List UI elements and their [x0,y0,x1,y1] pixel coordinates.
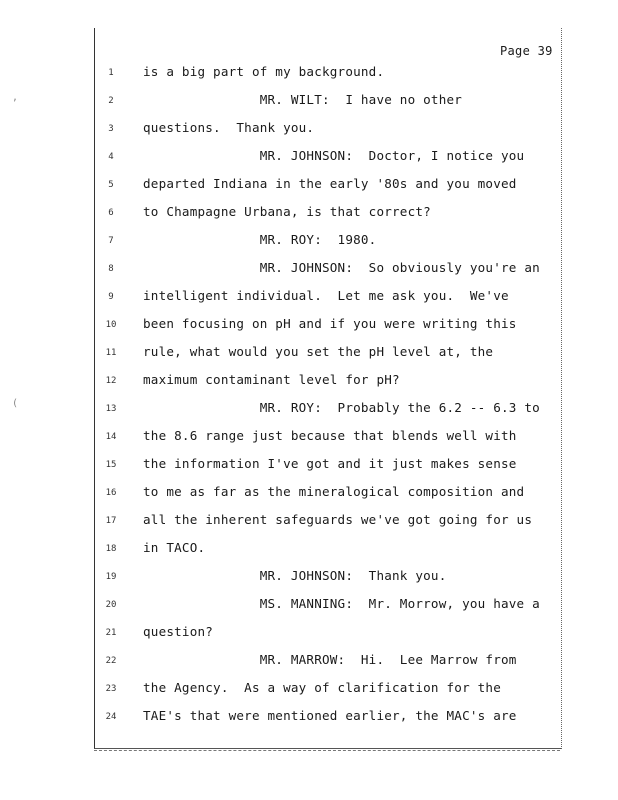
line-number: 21 [105,628,117,638]
line-number: 4 [108,152,114,162]
transcript-line: to me as far as the mineralogical composition and [143,484,525,499]
line-number: 14 [105,432,117,442]
line-number: 15 [105,460,117,470]
transcript-line: to Champagne Urbana, is that correct? [143,204,431,219]
transcript-line: MR. WILT: I have no other [143,92,463,107]
line-number: 20 [105,600,117,610]
line-number: 9 [108,292,114,302]
page-number: Page 39 [500,44,553,58]
transcript-line: all the inherent safeguards we've got going for us [143,512,533,527]
transcript-line: is a big part of my background. [143,64,385,79]
transcript-line: MR. MARROW: Hi. Lee Marrow from [143,652,517,667]
line-number: 11 [105,348,117,358]
transcript-line: question? [143,624,214,639]
line-number: 5 [108,180,114,190]
transcript-line: the 8.6 range just because that blends well with [143,428,517,443]
transcript-line: intelligent individual. Let me ask you. We've [143,288,509,303]
line-number: 7 [108,236,114,246]
transcript-page-frame [94,28,562,749]
line-number: 22 [105,656,117,666]
transcript-line: questions. Thank you. [143,120,315,135]
transcript-line: MR. JOHNSON: Thank you. [143,568,447,583]
margin-mark: , [12,92,19,103]
line-number: 2 [108,96,114,106]
line-number: 23 [105,684,117,694]
line-number: 18 [105,544,117,554]
transcript-line: MR. JOHNSON: So obviously you're an [143,260,540,275]
line-number: 17 [105,516,117,526]
transcript-line: MS. MANNING: Mr. Morrow, you have a [143,596,540,611]
transcript-line: departed Indiana in the early '80s and you moved [143,176,517,191]
line-number: 3 [108,124,114,134]
line-number: 10 [105,320,117,330]
transcript-line: in TACO. [143,540,206,555]
transcript-line: the information I've got and it just makes sense [143,456,517,471]
line-number: 1 [108,68,114,78]
line-number: 8 [108,264,114,274]
transcript-line: rule, what would you set the pH level at, the [143,344,494,359]
transcript-line: MR. JOHNSON: Doctor, I notice you [143,148,525,163]
footer-rule [94,750,560,753]
line-number: 24 [105,712,117,722]
transcript-line: maximum contaminant level for pH? [143,372,400,387]
margin-mark: ( [12,398,19,409]
transcript-line: MR. ROY: Probably the 6.2 -- 6.3 to [143,400,540,415]
transcript-line: MR. ROY: 1980. [143,232,377,247]
line-number: 19 [105,572,117,582]
transcript-line: TAE's that were mentioned earlier, the MAC's are [143,708,517,723]
line-number: 6 [108,208,114,218]
line-number: 12 [105,376,117,386]
line-number: 13 [105,404,117,414]
transcript-line: been focusing on pH and if you were writing this [143,316,517,331]
line-number: 16 [105,488,117,498]
transcript-line: the Agency. As a way of clarification for the [143,680,501,695]
